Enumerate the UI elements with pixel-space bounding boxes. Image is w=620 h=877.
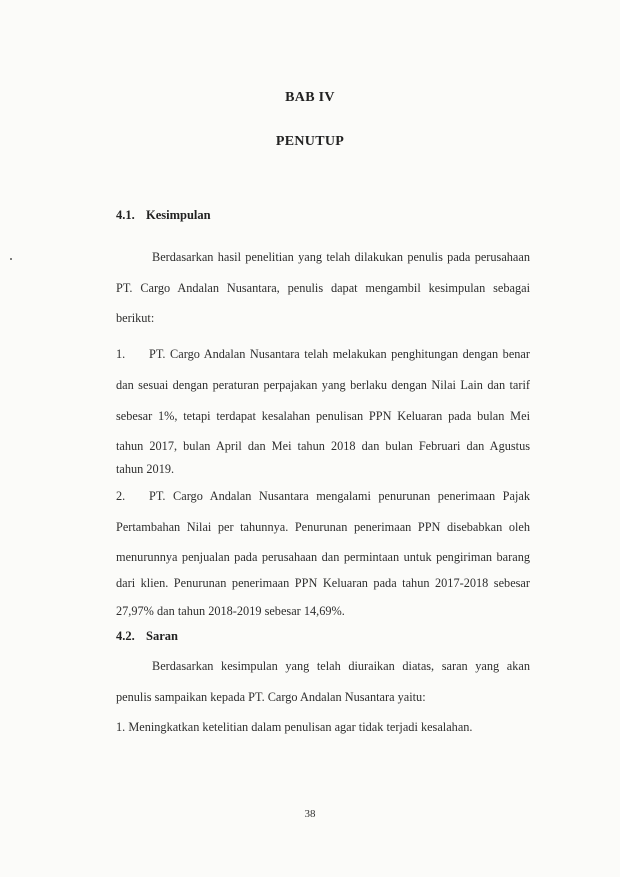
paragraph-line: Pertambahan Nilai per tahunnya. Penurunan penerimaan PPN disebabkan oleh: [116, 520, 530, 534]
paragraph-line: berikut:: [116, 311, 155, 325]
list-item-first-line: [116, 488, 530, 504]
list-item: [116, 719, 530, 735]
paragraph-line: Berdasarkan kesimpulan yang telah diuraikan diatas, saran yang akan: [152, 659, 530, 673]
section-heading-kesimpulan: [116, 208, 211, 223]
list-item-number: 2.: [116, 489, 126, 503]
paragraph-line: tahun 2017, bulan April dan Mei tahun 2018 dan bulan Februari dan Agustus: [116, 439, 530, 453]
section-title: Saran: [146, 629, 178, 643]
page-number: 38: [304, 808, 316, 820]
chapter-label: BAB IV: [285, 90, 335, 105]
scan-speck: [10, 258, 12, 260]
paragraph-line: 27,97% dan tahun 2018-2019 sebesar 14,69%.: [116, 604, 345, 618]
paragraph-line: dari klien. Penurunan penerimaan PPN Keluaran pada tahun 2017-2018 sebesar: [116, 576, 530, 590]
paragraph-line: PT. Cargo Andalan Nusantara, penulis dapat mengambil kesimpulan sebagai: [116, 281, 530, 295]
paragraph-line: tahun 2019.: [116, 462, 175, 476]
paragraph-line: Berdasarkan hasil penelitian yang telah dilakukan penulis pada perusahaan: [152, 250, 530, 264]
paragraph-line: dan sesuai dengan peraturan perpajakan yang berlaku dengan Nilai Lain dan tarif: [116, 378, 530, 392]
section-title: Kesimpulan: [146, 208, 211, 222]
section-number: 4.2.: [116, 629, 135, 643]
list-item-number: 1.: [116, 347, 126, 361]
section-heading-saran: [116, 629, 178, 644]
list-item-number: 1.: [116, 720, 126, 734]
chapter-title: PENUTUP: [275, 134, 345, 149]
paragraph-line: penulis sampaikan kepada PT. Cargo Andalan Nusantara yaitu:: [116, 690, 426, 704]
section-number: 4.1.: [116, 208, 135, 222]
paragraph-line: menurunnya penjualan pada perusahaan dan permintaan untuk pengiriman barang: [116, 550, 530, 564]
paragraph-line: PT. Cargo Andalan Nusantara mengalami penurunan penerimaan Pajak: [149, 489, 530, 503]
list-item-first-line: [116, 346, 530, 362]
paragraph-line: Meningkatkan ketelitian dalam penulisan agar tidak terjadi kesalahan.: [128, 720, 473, 734]
paragraph-line: sebesar 1%, tetapi terdapat kesalahan penulisan PPN Keluaran pada bulan Mei: [116, 409, 530, 423]
paragraph-line: PT. Cargo Andalan Nusantara telah melakukan penghitungan dengan benar: [149, 347, 530, 361]
